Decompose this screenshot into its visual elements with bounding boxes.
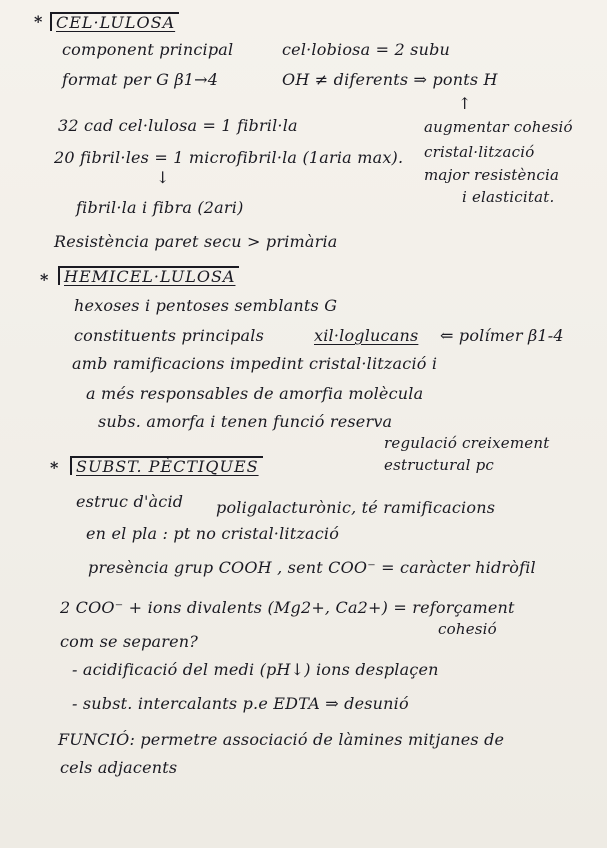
side-note: estructural pc bbox=[384, 456, 495, 474]
text-line: format per G β1→4 bbox=[62, 70, 219, 89]
text-line: constituents principals bbox=[74, 326, 264, 345]
text-line: 2 COO⁻ + ions divalents (Mg2+, Ca2+) = reforçament bbox=[60, 598, 515, 617]
bullet-star: * bbox=[40, 270, 49, 289]
text-line: - subst. intercalants p.e EDTA ⇒ desunió bbox=[72, 694, 409, 713]
text-line: estruc d'àcid bbox=[76, 492, 184, 511]
section-heading-celulosa: CEL·LULOSA bbox=[50, 12, 179, 31]
text-term: xil·loglucans bbox=[314, 326, 419, 345]
side-note: regulació creixement bbox=[384, 434, 550, 452]
text-line: Resistència paret secu > primària bbox=[54, 232, 338, 251]
side-note: i elasticitat. bbox=[462, 188, 555, 206]
text-line: en el pla : pt no cristal·lització bbox=[86, 524, 340, 543]
text-line: fibril·la i fibra (2ari) bbox=[76, 198, 244, 217]
text-line: component principal bbox=[62, 40, 234, 59]
side-note: cristal·lització bbox=[424, 143, 535, 161]
section-heading-hemicelulosa: HEMICEL·LULOSA bbox=[58, 266, 239, 285]
text-line: subs. amorfa i tenen funció reserva bbox=[98, 412, 393, 431]
bullet-star: * bbox=[50, 458, 59, 477]
text-line: ⇐ polímer β1-4 bbox=[440, 326, 564, 345]
text-line: cels adjacents bbox=[60, 758, 178, 777]
text-line: 20 fibril·les = 1 microfibril·la (1aria max). bbox=[54, 148, 404, 167]
text-line: presència grup COOH , sent COO⁻ = caràcter hidròfil bbox=[88, 558, 536, 577]
side-note: augmentar cohesió bbox=[424, 118, 573, 136]
up-arrow-icon: ↑ bbox=[458, 94, 472, 113]
text-line: hexoses i pentoses semblants G bbox=[74, 296, 338, 315]
section-heading-pectiques: SUBST. PÈCTIQUES bbox=[70, 456, 263, 475]
side-note: cohesió bbox=[438, 620, 497, 638]
text-line: amb ramificacions impedint cristal·lització i bbox=[72, 354, 438, 373]
text-line: 32 cad cel·lulosa = 1 fibril·la bbox=[58, 116, 298, 135]
text-line: cel·lobiosa = 2 subu bbox=[282, 40, 451, 59]
text-line: com se separen? bbox=[60, 632, 199, 651]
text-line: a més responsables de amorfia molècula bbox=[86, 384, 424, 403]
text-line: FUNCIÓ: permetre associació de làmines mitjanes de bbox=[58, 730, 505, 749]
down-arrow-icon: ↓ bbox=[156, 168, 170, 187]
side-note: major resistència bbox=[424, 166, 560, 184]
text-line: poligalacturònic, té ramificacions bbox=[216, 498, 496, 517]
bullet-star: * bbox=[34, 12, 43, 31]
text-line: OH ≠ diferents ⇒ ponts H bbox=[282, 70, 498, 89]
text-line: - acidificació del medi (pH↓) ions desplaçen bbox=[72, 660, 439, 679]
